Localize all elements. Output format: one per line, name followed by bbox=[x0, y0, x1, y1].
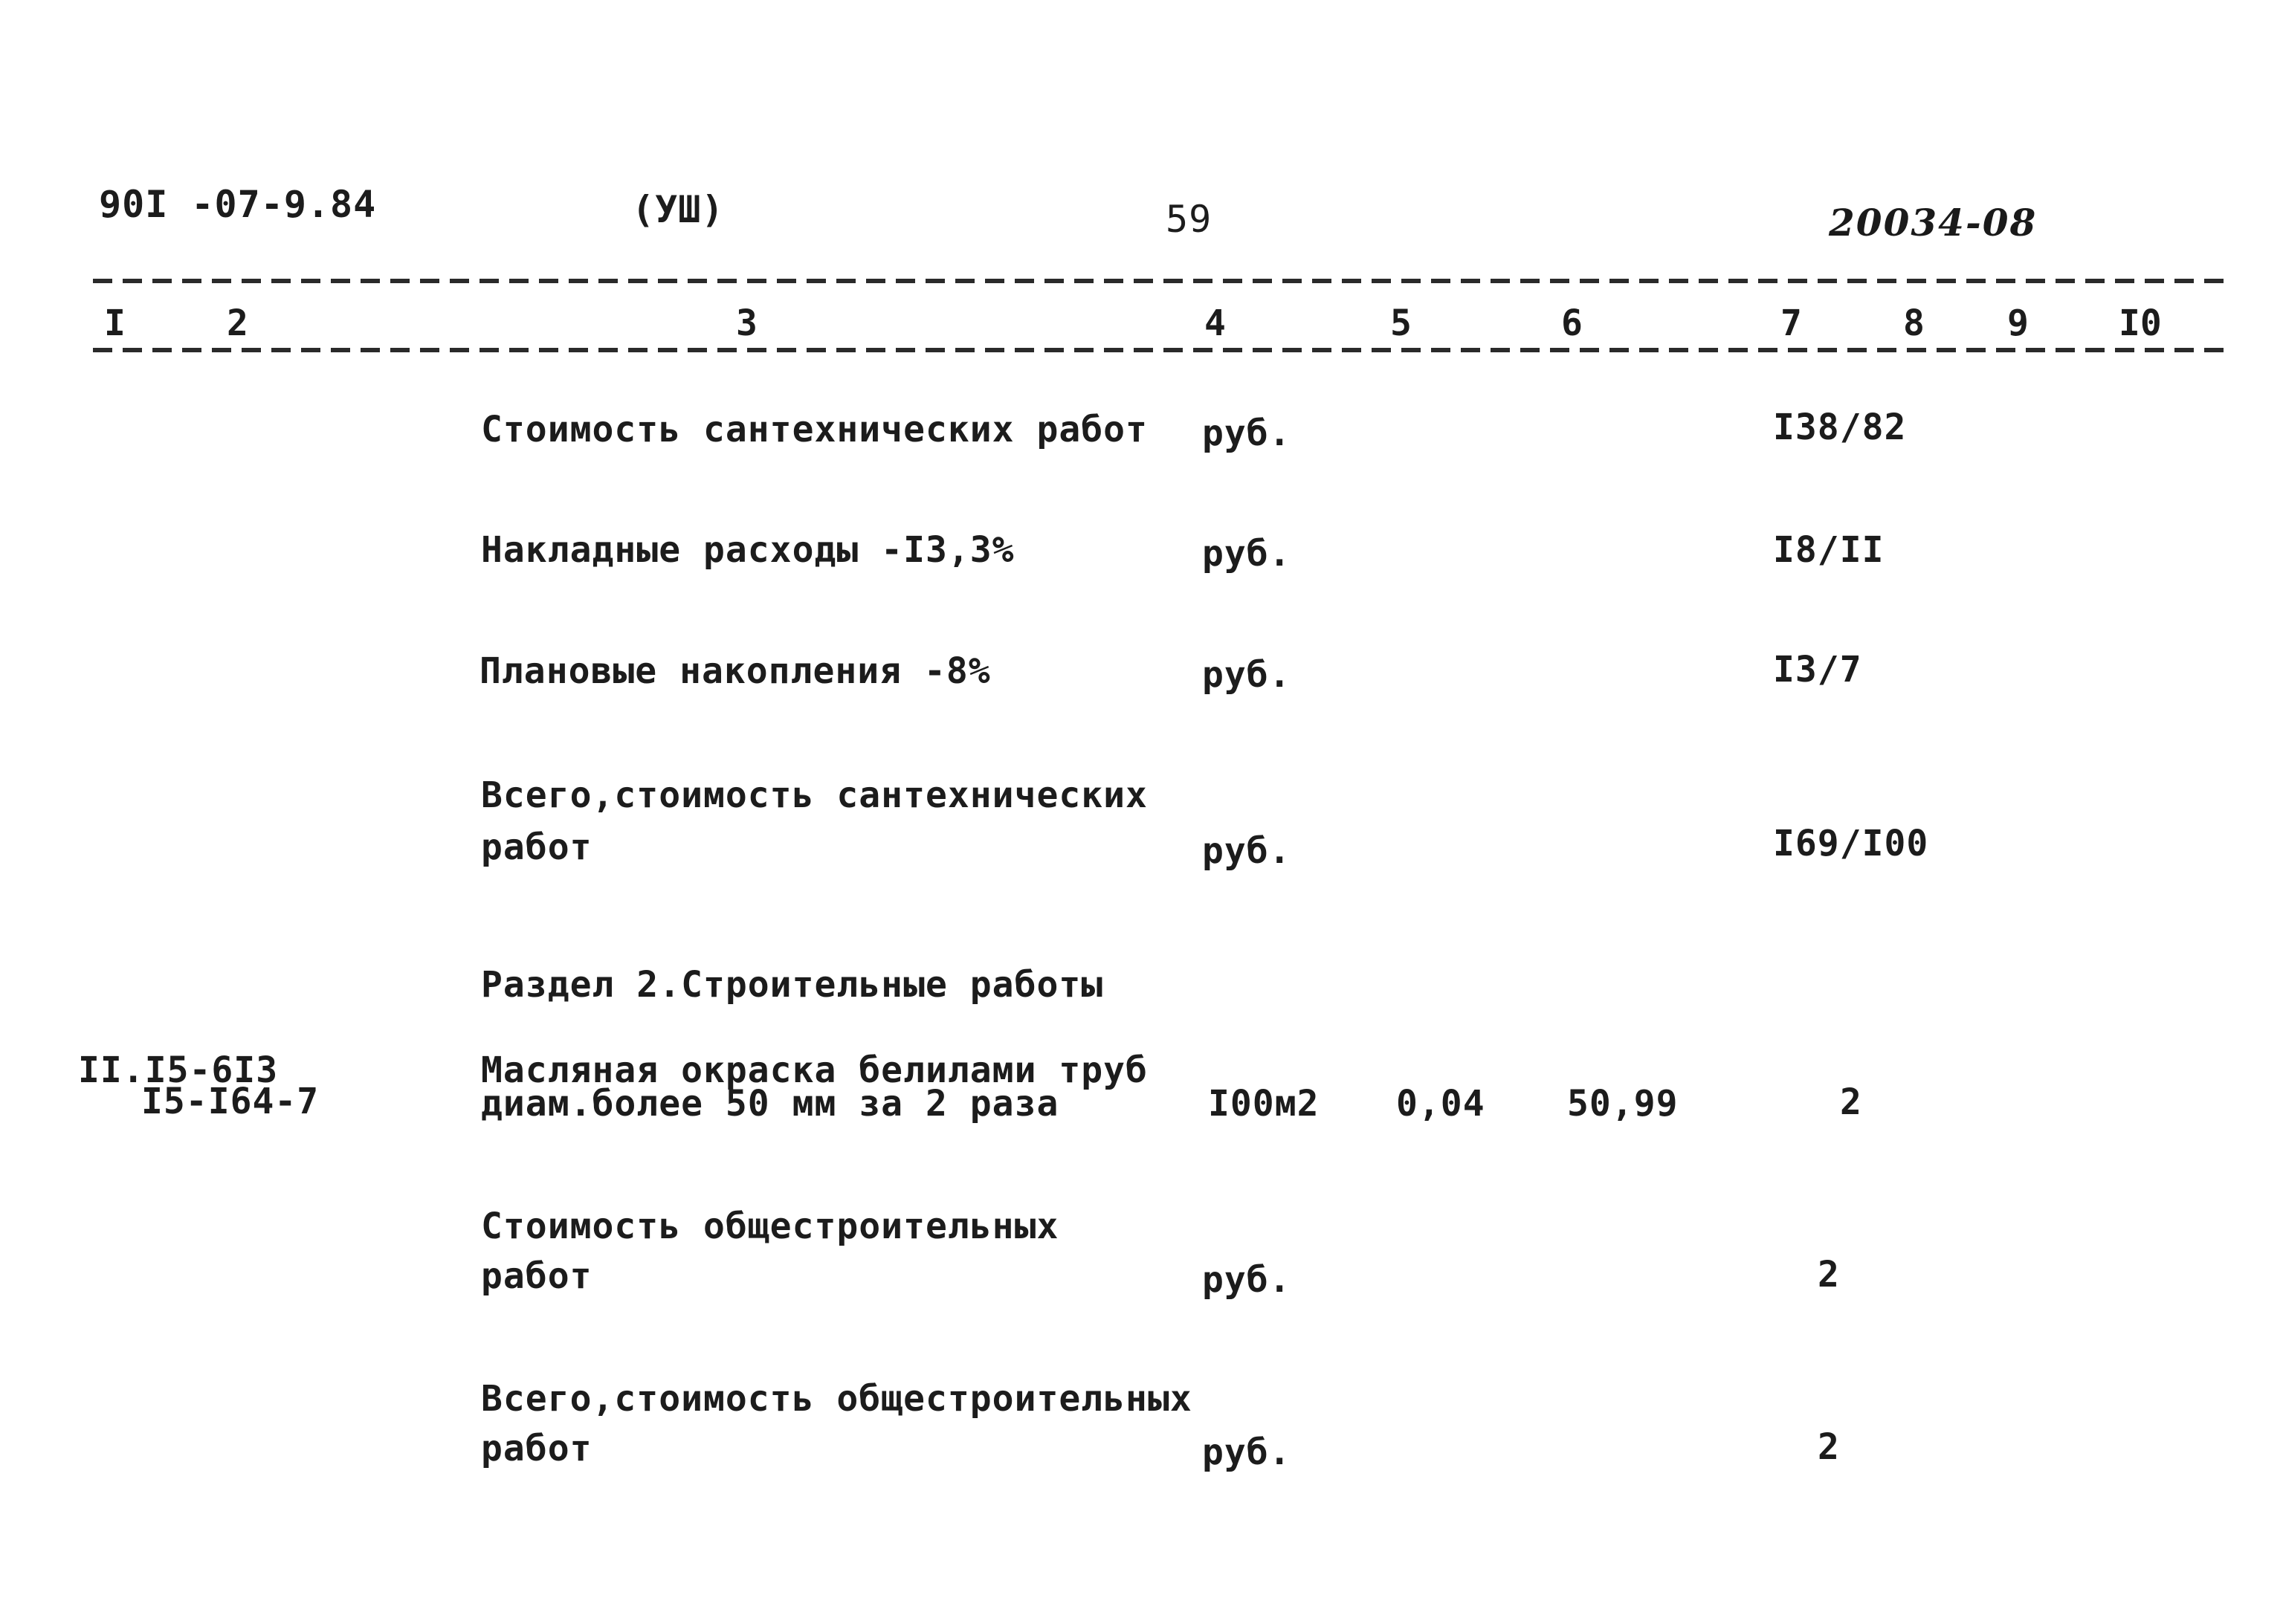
column-number-4: 4 bbox=[1204, 303, 1226, 344]
column-number-1: I bbox=[104, 303, 126, 344]
row-total: I69/I00 bbox=[1773, 823, 1929, 864]
row-unit: руб. bbox=[1202, 1431, 1291, 1473]
column-number-8: 8 bbox=[1903, 303, 1925, 344]
row-unit: руб. bbox=[1202, 830, 1291, 872]
row-total: I38/82 bbox=[1773, 407, 1907, 448]
row-reference-line-1: II.I5-6I3 bbox=[78, 1049, 279, 1091]
column-number-2: 2 bbox=[227, 303, 248, 344]
row-unit: руб. bbox=[1202, 654, 1291, 696]
row-name-line-1: Всего,стоимость сантехнических bbox=[481, 774, 1148, 816]
row-unit: руб. bbox=[1202, 533, 1291, 575]
row-total: 2 bbox=[1818, 1426, 1840, 1468]
column-number-3: 3 bbox=[736, 303, 758, 344]
row-name: Накладные расходы -I3,3% bbox=[481, 529, 1015, 571]
row-total: 2 bbox=[1840, 1081, 1862, 1123]
column-number-7: 7 bbox=[1780, 303, 1802, 344]
row-name-line-1: Стоимость общестроительных bbox=[481, 1206, 1059, 1247]
row-unit: руб. bbox=[1202, 413, 1291, 454]
column-number-5: 5 bbox=[1390, 303, 1412, 344]
page-number: 59 bbox=[1166, 198, 1212, 241]
row-name-line-1: Масляная окраска белилами труб bbox=[481, 1049, 1148, 1091]
row-unit: I00м2 bbox=[1208, 1083, 1320, 1125]
document-stamp: 20034-08 bbox=[1829, 201, 2038, 245]
row-name-line-1: Всего,стоимость общестроительных bbox=[481, 1378, 1192, 1420]
row-name-line-2: работ bbox=[481, 1428, 592, 1469]
section-heading: Раздел 2.Строительные работы bbox=[481, 964, 1104, 1006]
column-number-9: 9 bbox=[2007, 303, 2029, 344]
section-code: (УШ) bbox=[632, 188, 725, 231]
row-quantity: 0,04 bbox=[1396, 1083, 1485, 1125]
row-reference-line-2: I5-I64-7 bbox=[141, 1081, 320, 1122]
row-name-line-2: диам.более 50 мм за 2 раза bbox=[481, 1083, 1059, 1125]
row-price: 50,99 bbox=[1567, 1083, 1679, 1125]
column-number-6: 6 bbox=[1561, 303, 1583, 344]
row-total: I3/7 bbox=[1773, 649, 1862, 690]
row-total: I8/II bbox=[1773, 529, 1885, 571]
top-dashed-rule bbox=[93, 279, 2227, 283]
doc-code: 90I -07-9.84 bbox=[99, 183, 377, 226]
column-number-10: I0 bbox=[2119, 303, 2162, 344]
row-name-line-2: работ bbox=[481, 1255, 592, 1297]
row-name: Плановые накопления -8% bbox=[479, 650, 991, 692]
row-total: 2 bbox=[1818, 1254, 1840, 1295]
row-name-line-2: работ bbox=[481, 826, 592, 868]
row-unit: руб. bbox=[1202, 1259, 1291, 1301]
row-name: Стоимость сантехнических работ bbox=[481, 409, 1148, 450]
